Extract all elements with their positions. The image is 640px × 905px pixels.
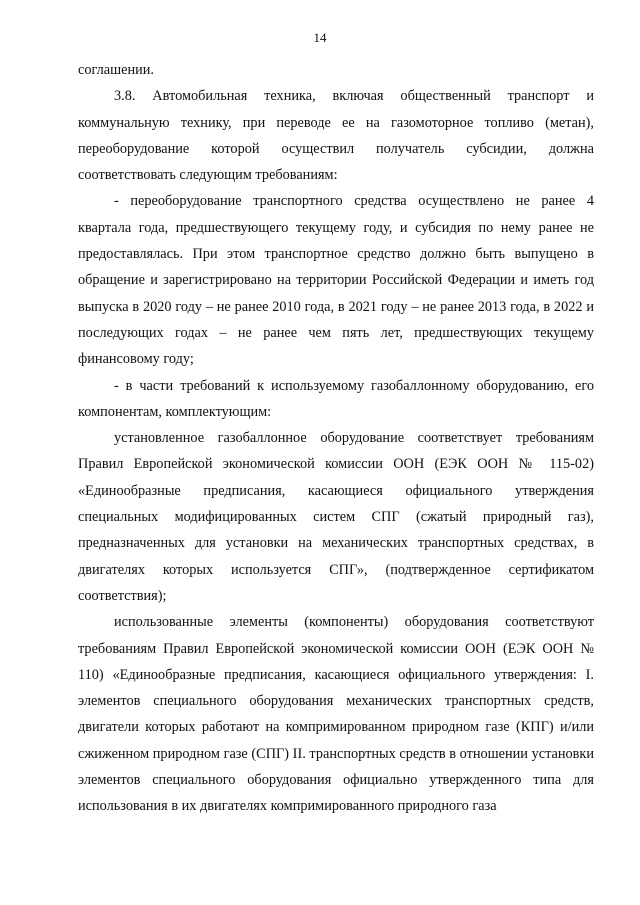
document-body: [78, 57, 594, 820]
paragraph-equipment-requirements: - в части требований к используемому газобаллонному оборудованию, его компонентам, комплектующим:: [78, 377, 594, 420]
paragraph-conversion-requirement: - переоборудование транспортного средства осуществлено не ранее 4 квартала года, предшествующего текущему году, и субсидия по нему ранее не предоставлялась. При этом транспортное средство должно быть выпущено в обращение и зарегистрировано на территории Российской Федерации и иметь год выпуска в 2020 году – не ранее 2010 года, в 2021 году – не ранее 2013 года, в 2022 и последующих годах – не ранее чем пять лет, предшествующих текущему финансовому году;: [78, 193, 594, 368]
paragraph-used-components: использованные элементы (компоненты) оборудования соответствуют требованиям Правил Европейской экономической комиссии ООН (ЕЭК ООН № 110) «Единообразные предписания, касающиеся официального утверждения: I. элементов специального оборудования механических транспортных средств, двигатели которых работают на компримированном природном газе (КПГ) и/или сжиженном природном газе (СПГ) II. транспортных средств в отношении установки элементов специального оборудования официально утвержденного типа для использования в их двигателях компримированного природного газа: [78, 614, 594, 815]
paragraph-continuation: соглашении.: [78, 62, 154, 78]
page-number: 14: [313, 30, 327, 45]
paragraph-clause-3-8: 3.8. Автомобильная техника, включая общественный транспорт и коммунальную технику, при переводе ее на газомоторное топливо (метан), переоборудование которой осуществил получатель субсидии, должна соответствовать следующим требованиям:: [78, 88, 594, 184]
paragraph-installed-equipment: установленное газобаллонное оборудование соответствует требованиям Правил Европейской экономической комиссии ООН (ЕЭК ООН № 115-02) «Единообразные предписания, касающиеся официального утверждения специальных модифицированных систем СПГ (сжатый природный газ), предназначенных для установки на механических транспортных средствах, в двигателях которых используется СПГ», (подтвержденное сертификатом соответствия);: [78, 430, 594, 604]
